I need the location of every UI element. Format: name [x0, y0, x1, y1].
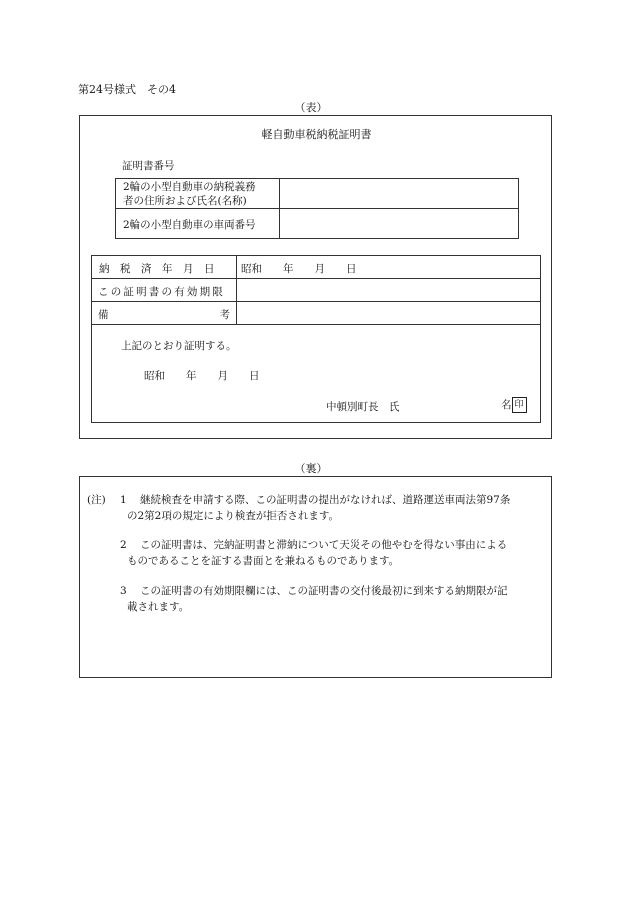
taxpayer-value-cell[interactable]: [279, 178, 519, 209]
note-2-number: 2: [120, 539, 127, 551]
front-side-label: （表）: [294, 101, 328, 114]
note-3-line2: 載されます。: [127, 601, 190, 613]
note-2-line2: ものであることを証する書面とを兼ねるものであります。: [127, 555, 400, 567]
certificate-number-label: 証明書番号: [122, 160, 175, 172]
remarks-label-left: 備: [98, 309, 109, 321]
validity-value-cell[interactable]: [236, 278, 541, 302]
certify-text: 上記のとおり証明する。: [121, 340, 237, 352]
back-notes-box: [79, 476, 552, 678]
issuer: 中頓別町長 氏: [326, 401, 400, 413]
note-prefix: (注): [87, 494, 106, 506]
form-number: 第24号様式 その4: [78, 83, 176, 96]
remarks-value-cell[interactable]: [236, 301, 541, 325]
remarks-label-cell: [91, 301, 237, 325]
tax-details-table: [91, 255, 541, 423]
front-certificate-box: [79, 115, 552, 439]
taxpayer-label-line2: 者の住所および氏名(名称): [123, 195, 247, 207]
taxpayer-label-line1: 2輪の小型自動車の納税義務: [123, 181, 256, 193]
taxpayer-label-cell: [115, 178, 280, 209]
note-1-line1: 継続検査を申請する際、この証明書の提出がなければ、道路運送車両法第97条: [140, 494, 511, 506]
vehicle-number-label-cell: [115, 208, 280, 239]
validity-label-cell: [91, 278, 237, 302]
note-1-number: 1: [120, 494, 127, 506]
certification-cell: [91, 324, 541, 423]
issuer-name-suffix: 名: [501, 399, 512, 411]
payment-date-value-cell: [236, 255, 541, 279]
back-side-label: （裏）: [294, 462, 328, 475]
vehicle-number-label: 2輪の小型自動車の車両番号: [123, 219, 256, 231]
payment-date-label-cell: [91, 255, 237, 279]
note-2-line1: この証明書は、完納証明書と滞納について天災その他やむを得ない事由による: [140, 539, 508, 551]
remarks-label-right: 考: [219, 309, 230, 321]
payment-date-label: 納 税 済 年 月 日: [99, 263, 215, 275]
note-3-number: 3: [120, 585, 127, 597]
validity-label: この証明書の有効期限: [98, 286, 225, 298]
note-3-line1: この証明書の有効期限欄には、この証明書の交付後最初に到来する納期限が記: [140, 585, 508, 597]
taxpayer-table: [115, 178, 519, 239]
issuer-signature: [501, 397, 527, 413]
certificate-title: 軽自動車税納税証明書: [261, 128, 372, 141]
vehicle-number-value-cell[interactable]: [279, 208, 519, 239]
seal-icon: 印: [512, 397, 527, 413]
issue-date: 昭和 年 月 日: [144, 370, 260, 382]
note-1-line2: の2第2項の規定により検査が拒否されます。: [127, 510, 340, 522]
payment-date-value: 昭和 年 月 日: [241, 263, 357, 275]
